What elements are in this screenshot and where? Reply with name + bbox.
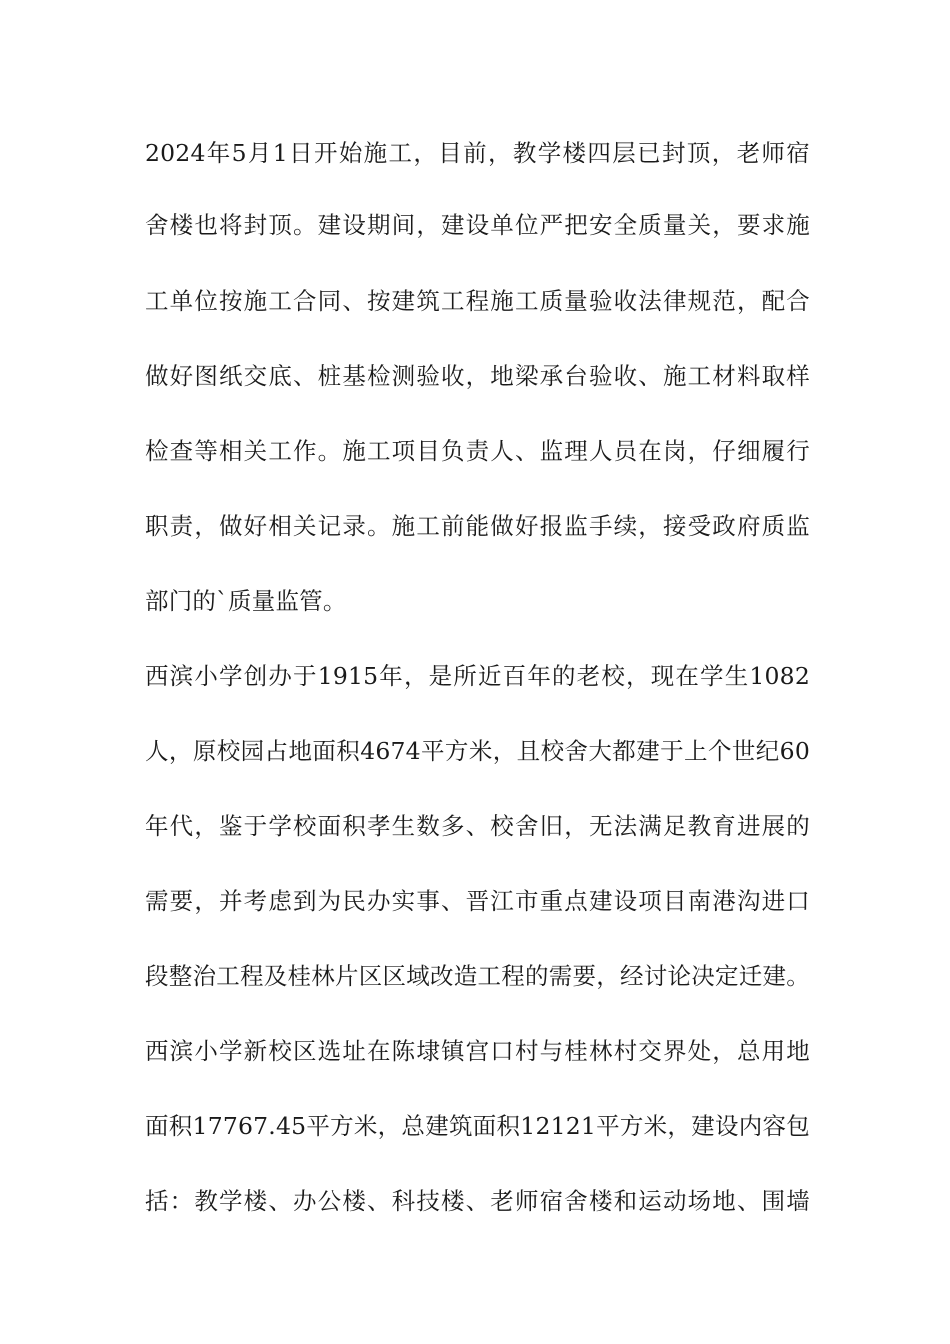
text-line: 部门的`质量监管。 xyxy=(145,587,347,615)
text-line: 括：教学楼、办公楼、科技楼、老师宿舍楼和运动场地、围墙 xyxy=(145,1187,810,1215)
text-line: 工单位按施工合同、按建筑工程施工质量验收法律规范，配合 xyxy=(145,287,810,315)
text-line: 检查等相关工作。施工项目负责人、监理人员在岗，仔细履行 xyxy=(145,437,810,465)
text-line: 做好图纸交底、桩基检测验收，地梁承台验收、施工材料取样 xyxy=(145,362,810,390)
text-line: 需要，并考虑到为民办实事、晋江市重点建设项目南港沟进口 xyxy=(145,887,810,915)
text-line: 西滨小学创办于1915年，是所近百年的老校，现在学生1082 xyxy=(145,662,810,690)
text-line: 西滨小学新校区选址在陈埭镇宫口村与桂林村交界处，总用地 xyxy=(145,1037,810,1065)
text-line: 职责，做好相关记录。施工前能做好报监手续，接受政府质监 xyxy=(145,512,810,540)
text-line: 段整治工程及桂林片区区域改造工程的需要，经讨论决定迁建。 xyxy=(145,962,810,990)
text-line: 年代，鉴于学校面积孝生数多、校舍旧，无法满足教育进展的 xyxy=(145,812,810,840)
text-line: 舍楼也将封顶。建设期间，建设单位严把安全质量关，要求施 xyxy=(145,211,810,239)
text-line: 人，原校园占地面积4674平方米，且校舍大都建于上个世纪60 xyxy=(145,737,810,765)
text-line: 2024年5月1日开始施工，目前，教学楼四层已封顶，老师宿 xyxy=(145,139,810,167)
text-line: 面积17767.45平方米，总建筑面积12121平方米，建设内容包 xyxy=(145,1112,810,1140)
